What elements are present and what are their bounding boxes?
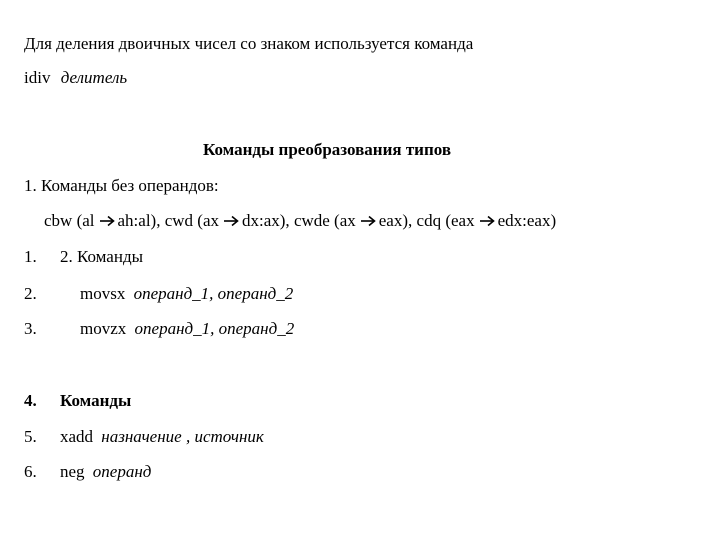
list-operand: операнд_1, операнд_2 [134, 319, 295, 338]
list-text: 2. Команды [60, 247, 144, 266]
cdq-target: edx:eax) [497, 211, 557, 230]
idiv-operand: делитель [60, 68, 128, 87]
list-operand: операнд [92, 462, 152, 481]
list-item [24, 462, 151, 482]
section1-title [24, 176, 219, 196]
list-item [24, 427, 264, 447]
list-text: movsx [80, 284, 126, 303]
list-item [24, 319, 294, 339]
section-heading [203, 140, 451, 160]
list-item [24, 391, 131, 411]
list-text: neg [60, 462, 85, 481]
intro-text: Для деления двоичных чисел со знаком используется команда [24, 34, 474, 53]
list-operand: назначение , источник [101, 427, 264, 446]
list-item [24, 247, 143, 267]
cdq-command: cdq (eax [416, 211, 475, 230]
intro-line [24, 34, 473, 54]
heading-text: Команды преобразования типов [203, 140, 452, 159]
cbw-command: cbw (al [44, 211, 95, 230]
arrow-right-icon [223, 215, 239, 227]
list-item [24, 284, 293, 304]
cbw-target: ah:al), [117, 211, 161, 230]
list-text: Команды [60, 391, 132, 410]
idiv-command: idiv [24, 68, 51, 87]
cwde-target: eax), [378, 211, 413, 230]
list-number: 4. [24, 391, 37, 410]
cwd-target: dx:ax), [242, 211, 290, 230]
conversion-commands-line [44, 211, 556, 231]
list-number: 6. [24, 462, 37, 481]
arrow-right-icon [99, 215, 115, 227]
list-number: 2. [24, 284, 37, 303]
list-text: movzx [80, 319, 127, 338]
list-operand: операнд_1, операнд_2 [133, 284, 294, 303]
list-text: xadd [60, 427, 94, 446]
idiv-line [24, 68, 127, 88]
list-number: 1. [24, 247, 37, 266]
arrow-right-icon [479, 215, 495, 227]
cwd-command: cwd (ax [164, 211, 219, 230]
cwde-command: cwde (ax [293, 211, 356, 230]
section1-title-text: 1. Команды без операндов: [24, 176, 219, 195]
list-number: 3. [24, 319, 37, 338]
arrow-right-icon [360, 215, 376, 227]
list-number: 5. [24, 427, 37, 446]
